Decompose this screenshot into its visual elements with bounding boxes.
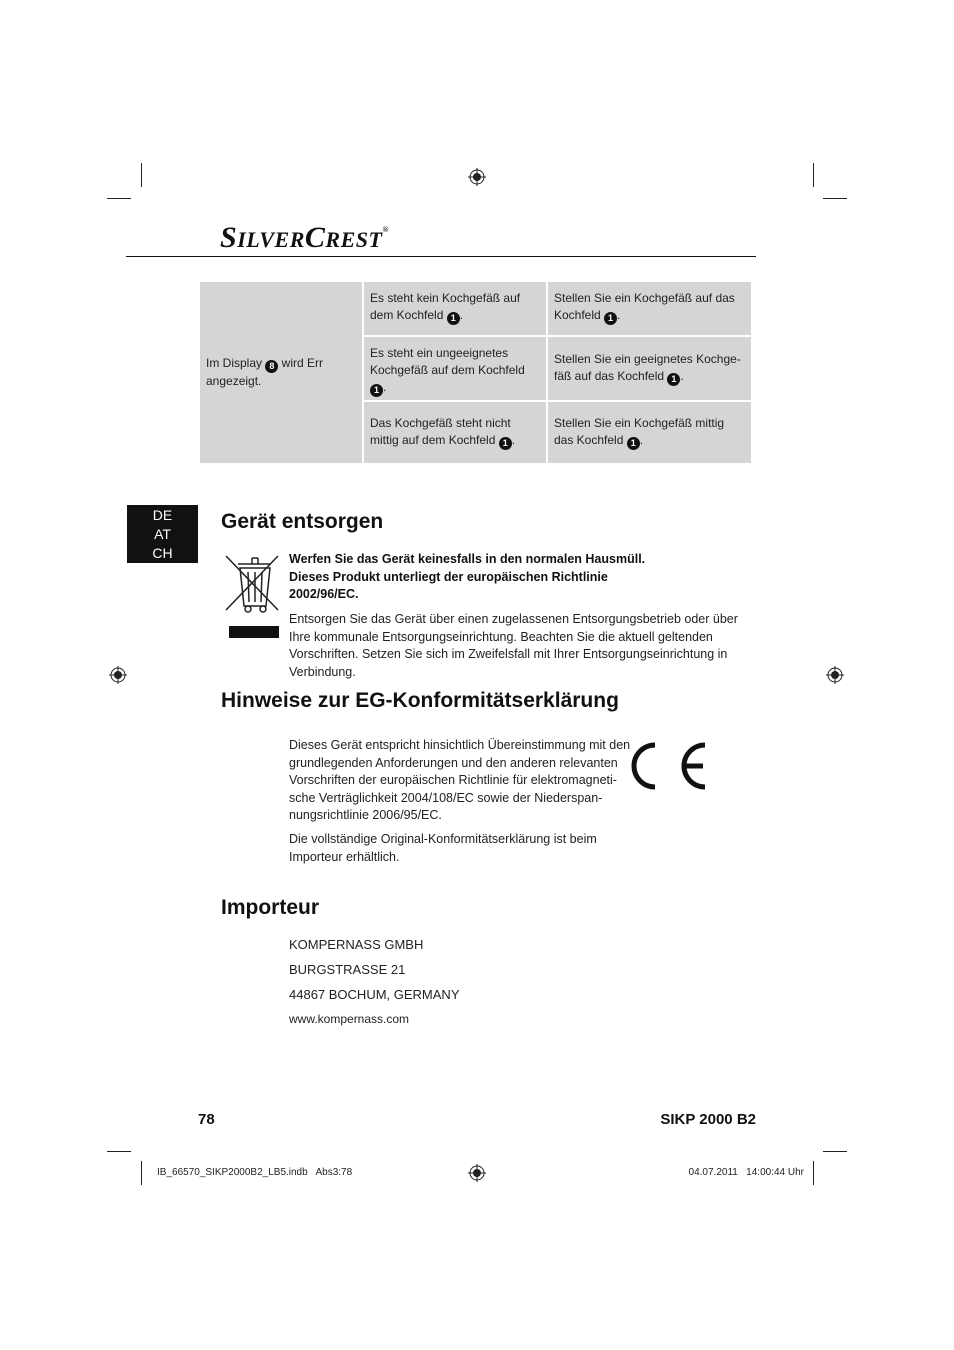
callout-number-icon: 8 <box>265 360 278 373</box>
callout-number-icon: 1 <box>627 437 640 450</box>
brand-logo: SILVERCREST® <box>220 221 389 254</box>
cause-cell: Es steht kein Kochgefäß auf dem Kochfeld 1 . <box>363 281 547 336</box>
crop-mark <box>107 198 131 199</box>
table-row <box>199 281 752 336</box>
crop-mark <box>823 198 847 199</box>
callout-number-icon: 1 <box>370 384 383 397</box>
page-number: 78 <box>198 1111 215 1128</box>
disposal-warning: Werfen Sie das Gerät keinesfalls in den normalen Hausmüll. Dieses Produkt unterliegt der europäischen Richtlinie 2002/96/EC. <box>289 552 646 601</box>
importer-company: KOMPERNASS GMBH <box>289 937 424 952</box>
troubleshooting-table <box>198 280 753 465</box>
registration-mark-icon <box>468 168 486 186</box>
remedy-cell: Stellen Sie ein Kochgefäß mittig das Kochfeld 1 . <box>547 401 752 464</box>
importer-street: BURGSTRASSE 21 <box>289 962 406 977</box>
crop-mark <box>823 1151 847 1152</box>
problem-cell: Im Display 8 wird Err angezeigt. <box>199 281 363 464</box>
callout-number-icon: 1 <box>604 312 617 325</box>
remedy-cell: Stellen Sie ein Kochgefäß auf das Kochfeld 1 . <box>547 281 752 336</box>
language-code: AT <box>154 526 171 542</box>
registration-mark-icon <box>109 666 127 684</box>
callout-number-icon: 1 <box>667 373 680 386</box>
disposal-heading: Gerät entsorgen <box>221 510 384 533</box>
registration-mark-icon <box>826 666 844 684</box>
language-code: CH <box>152 545 173 561</box>
ce-mark-icon <box>631 741 731 791</box>
crop-mark <box>813 163 814 187</box>
header-rule <box>126 256 756 257</box>
importer-heading: Importeur <box>221 896 320 919</box>
print-slug-date: 04.07.2011 14:00:44 Uhr <box>688 1167 804 1178</box>
importer-city: 44867 BOCHUM, GERMANY <box>289 987 460 1002</box>
language-code: DE <box>152 507 173 523</box>
crop-mark <box>141 163 142 187</box>
importer-website[interactable]: www.kompernass.com <box>289 1012 410 1026</box>
conformity-text: Dieses Gerät entspricht hinsichtlich Übereinstimmung mit den grundlegenden Anforderungen und den anderen relevanten Vorschriften der europäischen Richtlinie für elektromagneti- sche Verträglichkeit 2004/108/EC sowie der Niederspan- nungsrichtlinie 2006/95/EC. <box>289 738 631 822</box>
crop-mark <box>107 1151 131 1152</box>
disposal-text: Entsorgen Sie das Gerät über einen zugelassenen Entsorgungsbetrieb oder über Ihre kommunale Entsorgungseinrichtung. Beachten Sie die aktuell geltenden Vorschriften. Setzen Sie sich im Zweifelsfall mit Ihrer Entsorgungseinrichtung in Verbindung. <box>289 612 738 679</box>
remedy-cell: Stellen Sie ein geeignetes Kochge-fäß auf das Kochfeld 1 . <box>547 336 752 401</box>
crossed-bin-icon <box>222 550 282 640</box>
callout-number-icon: 1 <box>447 312 460 325</box>
print-slug-file: IB_66570_SIKP2000B2_LB5.indb Abs3:78 <box>157 1167 353 1178</box>
cause-cell: Das Kochgefäß steht nicht mittig auf dem Kochfeld 1 . <box>363 401 547 464</box>
crop-mark <box>141 1161 142 1185</box>
conformity-note: Die vollständige Original-Konformitätserklärung ist beim Importeur erhältlich. <box>289 832 597 864</box>
language-tab <box>127 505 198 563</box>
callout-number-icon: 1 <box>499 437 512 450</box>
cause-cell: Es steht ein ungeeignetes Kochgefäß auf dem Kochfeld 1 . <box>363 336 547 401</box>
crop-mark <box>813 1161 814 1185</box>
conformity-heading: Hinweise zur EG-Konformitätserklärung <box>221 689 619 712</box>
model-number: SIKP 2000 B2 <box>660 1111 756 1128</box>
registration-mark-icon <box>468 1164 486 1182</box>
